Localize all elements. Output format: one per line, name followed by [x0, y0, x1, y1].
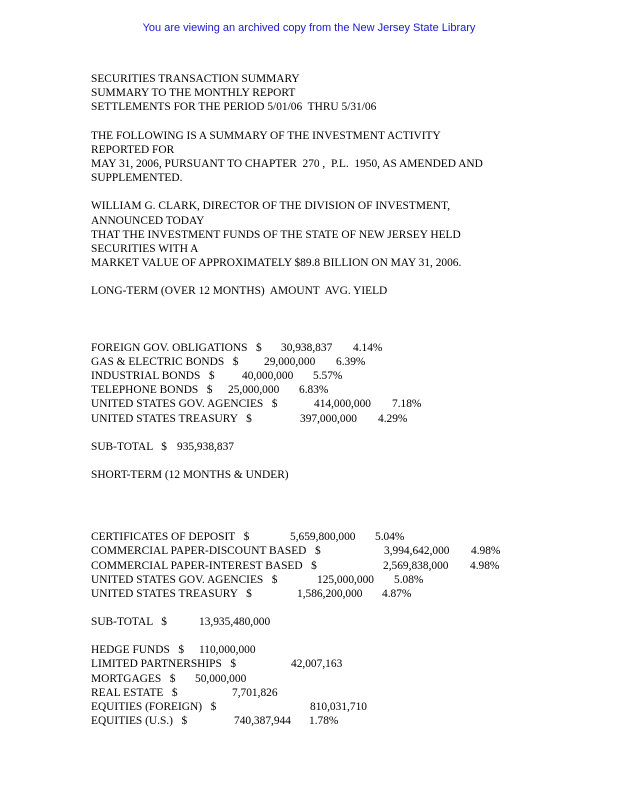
short-term-header: SHORT-TERM (12 MONTHS & UNDER) [91, 468, 289, 481]
row-amount: 397,000,000 [300, 412, 357, 425]
row-label: CERTIFICATES OF DEPOSIT $ [91, 531, 250, 544]
short-term-row [91, 587, 531, 601]
row-label: COMMERCIAL PAPER-INTEREST BASED $ [91, 559, 317, 572]
short-term-row [91, 559, 531, 573]
header-line: SUMMARY TO THE MONTHLY REPORT [91, 87, 296, 100]
row-label: UNITED STATES GOV. AGENCIES $ [91, 398, 278, 411]
row-yield: 4.98% [470, 559, 500, 572]
long-term-row [91, 355, 531, 369]
paragraph-line: THE FOLLOWING IS A SUMMARY OF THE INVESTMENT ACTIVITY [91, 129, 441, 142]
subtotal-amount: 13,935,480,000 [199, 616, 271, 629]
row-label: COMMERCIAL PAPER-DISCOUNT BASED $ [91, 545, 321, 558]
row-yield: 6.39% [336, 355, 366, 368]
paragraph-line: MARKET VALUE OF APPROXIMATELY $89.8 BILLION ON MAY 31, 2006. [91, 257, 462, 270]
row-yield: 4.29% [378, 412, 408, 425]
long-term-list [91, 341, 531, 426]
row-yield: 5.04% [375, 531, 405, 544]
row-amount: 2,569,838,000 [383, 559, 449, 572]
row-amount: 3,994,642,000 [384, 545, 450, 558]
row-label: UNITED STATES GOV. AGENCIES $ [91, 573, 278, 586]
paragraph-line: SUPPLEMENTED. [91, 172, 183, 185]
other-investments-list [91, 643, 531, 728]
long-term-row [91, 383, 531, 397]
row-label: FOREIGN GOV. OBLIGATIONS $ [91, 341, 262, 354]
row-amount: 1,586,200,000 [297, 587, 363, 600]
row-label: EQUITIES (U.S.) $ [91, 715, 188, 728]
row-label: GAS & ELECTRIC BONDS $ [91, 355, 239, 368]
paragraph-line: THAT THE INVESTMENT FUNDS OF THE STATE OF NEW JERSEY HELD [91, 228, 461, 241]
row-amount: 50,000,000 [195, 672, 247, 685]
row-amount: 30,938,837 [281, 341, 333, 354]
row-amount: 25,000,000 [228, 384, 280, 397]
row-yield: 4.14% [353, 341, 383, 354]
subtotal-amount: 935,938,837 [177, 440, 234, 453]
other-row [91, 700, 531, 714]
subtotal-label: SUB-TOTAL $ [91, 440, 167, 453]
row-label: UNITED STATES TREASURY $ [91, 587, 252, 600]
row-amount: 7,701,826 [232, 686, 278, 699]
row-amount: 740,387,944 [234, 715, 291, 728]
row-label: TELEPHONE BONDS $ [91, 384, 213, 397]
short-term-subtotal [91, 615, 531, 629]
paragraph-line: MAY 31, 2006, PURSUANT TO CHAPTER 270 , P.L. 1950, AS AMENDED AND [91, 158, 483, 171]
intro-paragraph [91, 129, 531, 186]
row-label: LIMITED PARTNERSHIPS $ [91, 658, 237, 671]
row-yield: 6.83% [299, 384, 329, 397]
row-yield: 7.18% [392, 398, 422, 411]
other-row [91, 657, 531, 671]
row-label: MORTGAGES $ [91, 672, 176, 685]
long-term-header: LONG-TERM (OVER 12 MONTHS) AMOUNT AVG. YIELD [91, 285, 388, 298]
short-term-row [91, 544, 531, 558]
other-row [91, 643, 531, 657]
short-term-list [91, 530, 531, 601]
row-label: HEDGE FUNDS $ [91, 644, 185, 657]
paragraph-line: SECURITIES WITH A [91, 243, 199, 256]
header-line: SECURITIES TRANSACTION SUMMARY [91, 73, 300, 85]
row-amount: 40,000,000 [242, 370, 294, 383]
paragraph-line: REPORTED FOR [91, 143, 175, 156]
row-amount: 42,007,163 [291, 658, 343, 671]
row-amount: 5,659,800,000 [290, 531, 356, 544]
row-amount: 125,000,000 [317, 573, 374, 586]
other-row [91, 714, 531, 728]
row-label: EQUITIES (FOREIGN) $ [91, 701, 217, 714]
row-amount: 29,000,000 [264, 355, 316, 368]
long-term-subtotal [91, 440, 531, 454]
other-row [91, 672, 531, 686]
other-row [91, 686, 531, 700]
row-yield: 1.78% [309, 715, 339, 728]
row-label: REAL ESTATE $ [91, 686, 178, 699]
row-yield: 5.57% [313, 370, 343, 383]
row-label: INDUSTRIAL BONDS $ [91, 370, 215, 383]
short-term-row [91, 573, 531, 587]
report-header [91, 72, 531, 115]
subtotal-label: SUB-TOTAL $ [91, 616, 167, 629]
row-amount: 110,000,000 [199, 644, 256, 657]
row-label: UNITED STATES TREASURY $ [91, 412, 252, 425]
long-term-row [91, 369, 531, 383]
long-term-row [91, 397, 531, 411]
long-term-row [91, 341, 531, 355]
document-body [91, 72, 531, 728]
header-line: SETTLEMENTS FOR THE PERIOD 5/01/06 THRU 5/31/06 [91, 101, 377, 114]
paragraph-line: ANNOUNCED TODAY [91, 214, 205, 227]
announcement-paragraph [91, 199, 531, 270]
long-term-row [91, 412, 531, 426]
paragraph-line: WILLIAM G. CLARK, DIRECTOR OF THE DIVISION OF INVESTMENT, [91, 200, 451, 213]
row-amount: 414,000,000 [314, 398, 371, 411]
archive-banner: You are viewing an archived copy from the New Jersey State Library [142, 22, 476, 34]
short-term-row [91, 530, 531, 544]
row-yield: 4.87% [382, 587, 412, 600]
row-amount: 810,031,710 [310, 701, 367, 714]
row-yield: 5.08% [394, 573, 424, 586]
row-yield: 4.98% [471, 545, 501, 558]
